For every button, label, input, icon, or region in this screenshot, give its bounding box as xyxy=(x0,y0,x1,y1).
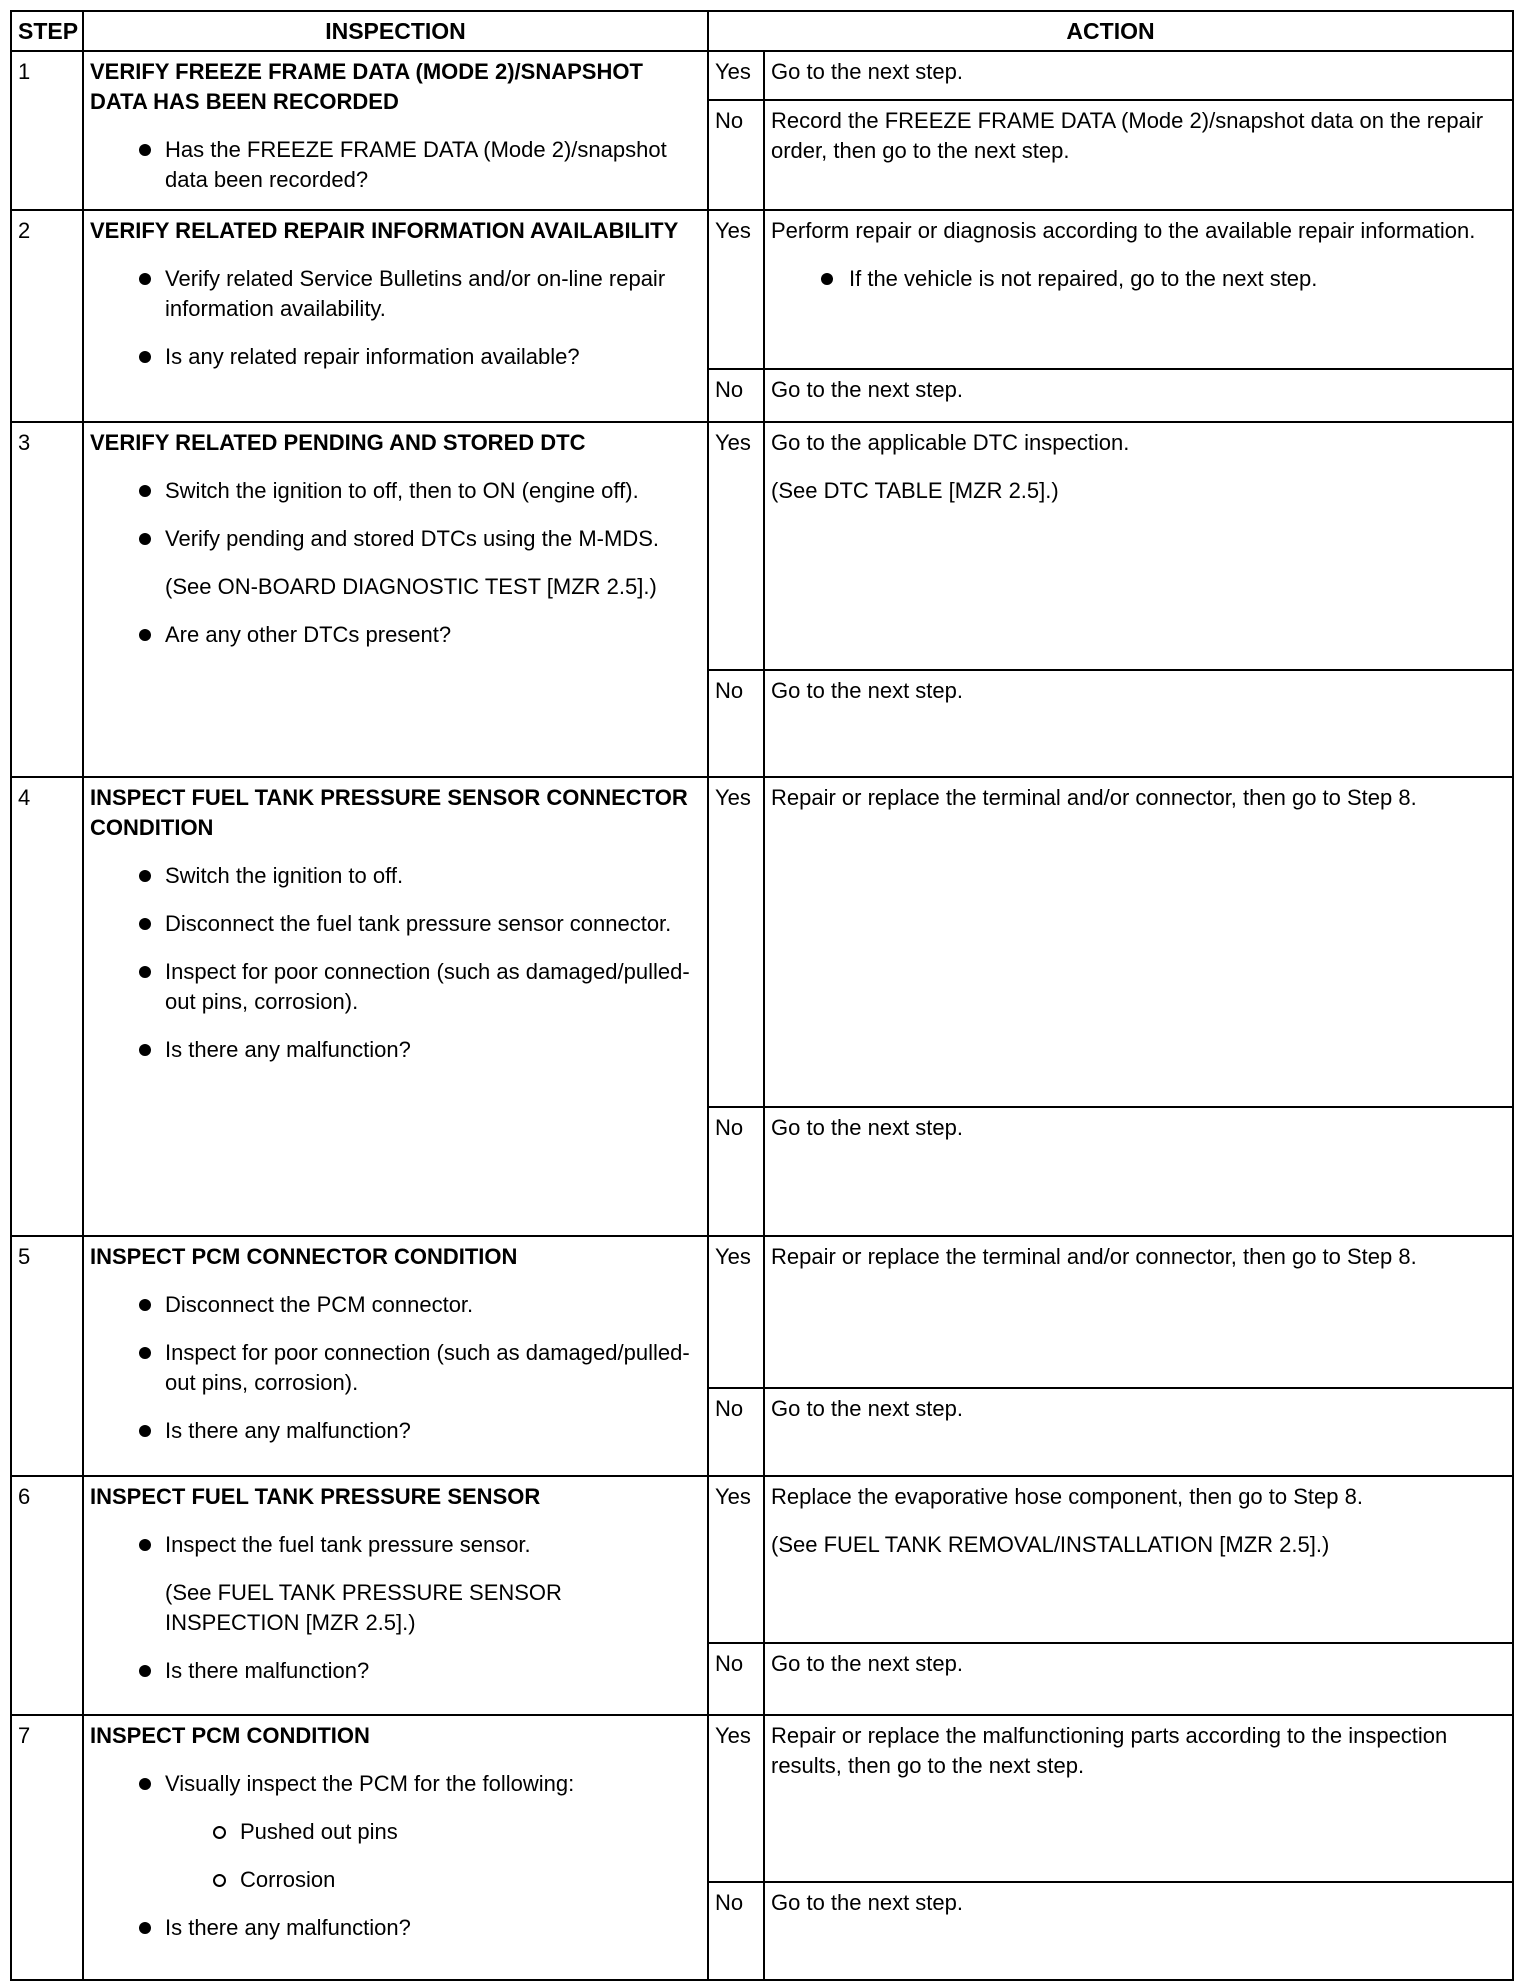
step-7-yes-row xyxy=(11,1715,1513,1882)
step-2-yes-row xyxy=(11,210,1513,369)
step-7-inspection xyxy=(83,1715,708,1980)
step-6-yes-row xyxy=(11,1476,1513,1643)
step-number: 1 xyxy=(11,51,83,210)
step-number: 3 xyxy=(11,422,83,777)
diagnostic-procedure-document xyxy=(10,10,1512,1940)
no-action: Go to the next step. xyxy=(764,1643,1513,1715)
no-action: Go to the next step. xyxy=(764,1107,1513,1236)
step-2-inspection xyxy=(83,210,708,422)
step-3-yes-row xyxy=(11,422,1513,670)
yes-label: Yes xyxy=(708,1715,764,1882)
yes-action-text: Go to the applicable DTC inspection. xyxy=(771,430,1130,455)
no-label: No xyxy=(708,1388,764,1476)
no-label: No xyxy=(708,369,764,422)
no-label: No xyxy=(708,670,764,777)
yes-action-reference: (See FUEL TANK REMOVAL/INSTALLATION [MZR 2.5].) xyxy=(771,1532,1330,1557)
bullet-item: Disconnect the PCM connector. xyxy=(90,1290,701,1320)
bullet-item: Disconnect the fuel tank pressure sensor connector. xyxy=(90,909,701,939)
step-title: INSPECT PCM CONNECTOR CONDITION xyxy=(90,1244,518,1269)
bullet-item: Has the FREEZE FRAME DATA (Mode 2)/snapshot data been recorded? xyxy=(90,135,701,195)
yes-action-text: Perform repair or diagnosis according to the available repair information. xyxy=(771,218,1476,243)
step-number: 2 xyxy=(11,210,83,422)
step-4-inspection xyxy=(83,777,708,1236)
yes-action: Repair or replace the terminal and/or connector, then go to Step 8. xyxy=(764,1236,1513,1388)
no-action: Go to the next step. xyxy=(764,1882,1513,1980)
yes-action xyxy=(764,210,1513,369)
step-title: INSPECT FUEL TANK PRESSURE SENSOR xyxy=(90,1484,541,1509)
step-1-yes-row xyxy=(11,51,1513,100)
step-3-inspection xyxy=(83,422,708,777)
step-number: 6 xyxy=(11,1476,83,1715)
yes-action xyxy=(764,1476,1513,1643)
bullet-item: Is there malfunction? xyxy=(90,1656,701,1686)
bullet-item: Is there any malfunction? xyxy=(90,1035,701,1065)
bullet-item: Verify pending and stored DTCs using the M-MDS. xyxy=(90,524,701,554)
no-action: Go to the next step. xyxy=(764,1388,1513,1476)
no-label: No xyxy=(708,100,764,210)
bullet-item: Verify related Service Bulletins and/or on-line repair information availability. xyxy=(90,264,701,324)
bullet-item: Is there any malfunction? xyxy=(90,1416,701,1446)
no-label: No xyxy=(708,1107,764,1236)
no-label: No xyxy=(708,1643,764,1715)
step-title: VERIFY RELATED REPAIR INFORMATION AVAILABILITY xyxy=(90,218,679,243)
bullet-item: Is any related repair information available? xyxy=(90,342,701,372)
header-step: STEP xyxy=(11,11,83,51)
bullet-item: Switch the ignition to off, then to ON (engine off). xyxy=(90,476,701,506)
bullet-item: Inspect for poor connection (such as damaged/pulled-out pins, corrosion). xyxy=(90,1338,701,1398)
step-title: VERIFY FREEZE FRAME DATA (MODE 2)/SNAPSHOT DATA HAS BEEN RECORDED xyxy=(90,59,643,114)
no-action: Go to the next step. xyxy=(764,670,1513,777)
table-header-row xyxy=(11,11,1513,51)
yes-action-text: Replace the evaporative hose component, then go to Step 8. xyxy=(771,1484,1363,1509)
diagnostic-table xyxy=(10,10,1514,1981)
yes-action: Repair or replace the terminal and/or connector, then go to Step 8. xyxy=(764,777,1513,1107)
bullet-item: Inspect for poor connection (such as damaged/pulled-out pins, corrosion). xyxy=(90,957,701,1017)
step-number: 7 xyxy=(11,1715,83,1980)
step-number: 5 xyxy=(11,1236,83,1476)
step-number: 4 xyxy=(11,777,83,1236)
bullet-item: Are any other DTCs present? xyxy=(90,620,701,650)
step-title: INSPECT FUEL TANK PRESSURE SENSOR CONNECTOR CONDITION xyxy=(90,785,688,840)
sub-item: Pushed out pins xyxy=(90,1817,701,1847)
reference-text: (See FUEL TANK PRESSURE SENSOR INSPECTION [MZR 2.5].) xyxy=(165,1580,562,1635)
sub-item: Corrosion xyxy=(90,1865,701,1895)
yes-action-bullet: If the vehicle is not repaired, go to the next step. xyxy=(771,264,1506,294)
bullet-item: Switch the ignition to off. xyxy=(90,861,701,891)
reference-text: (See ON-BOARD DIAGNOSTIC TEST [MZR 2.5].) xyxy=(165,574,657,599)
step-5-yes-row xyxy=(11,1236,1513,1388)
step-6-inspection xyxy=(83,1476,708,1715)
header-action: ACTION xyxy=(708,11,1513,51)
yes-label: Yes xyxy=(708,1236,764,1388)
header-inspection: INSPECTION xyxy=(83,11,708,51)
yes-label: Yes xyxy=(708,1476,764,1643)
yes-action: Go to the next step. xyxy=(764,51,1513,100)
yes-label: Yes xyxy=(708,422,764,670)
no-action: Record the FREEZE FRAME DATA (Mode 2)/snapshot data on the repair order, then go to the next step. xyxy=(764,100,1513,210)
yes-action xyxy=(764,422,1513,670)
yes-action-reference: (See DTC TABLE [MZR 2.5].) xyxy=(771,478,1059,503)
no-action: Go to the next step. xyxy=(764,369,1513,422)
step-1-inspection xyxy=(83,51,708,210)
yes-action: Repair or replace the malfunctioning parts according to the inspection results, then go to the next step. xyxy=(764,1715,1513,1882)
bullet-item: Visually inspect the PCM for the following: xyxy=(90,1769,701,1799)
step-title: INSPECT PCM CONDITION xyxy=(90,1723,370,1748)
bullet-item: Inspect the fuel tank pressure sensor. xyxy=(90,1530,701,1560)
no-label: No xyxy=(708,1882,764,1980)
step-4-yes-row xyxy=(11,777,1513,1107)
yes-label: Yes xyxy=(708,777,764,1107)
yes-label: Yes xyxy=(708,51,764,100)
bullet-item: Is there any malfunction? xyxy=(90,1913,701,1943)
step-title: VERIFY RELATED PENDING AND STORED DTC xyxy=(90,430,586,455)
step-5-inspection xyxy=(83,1236,708,1476)
yes-label: Yes xyxy=(708,210,764,369)
